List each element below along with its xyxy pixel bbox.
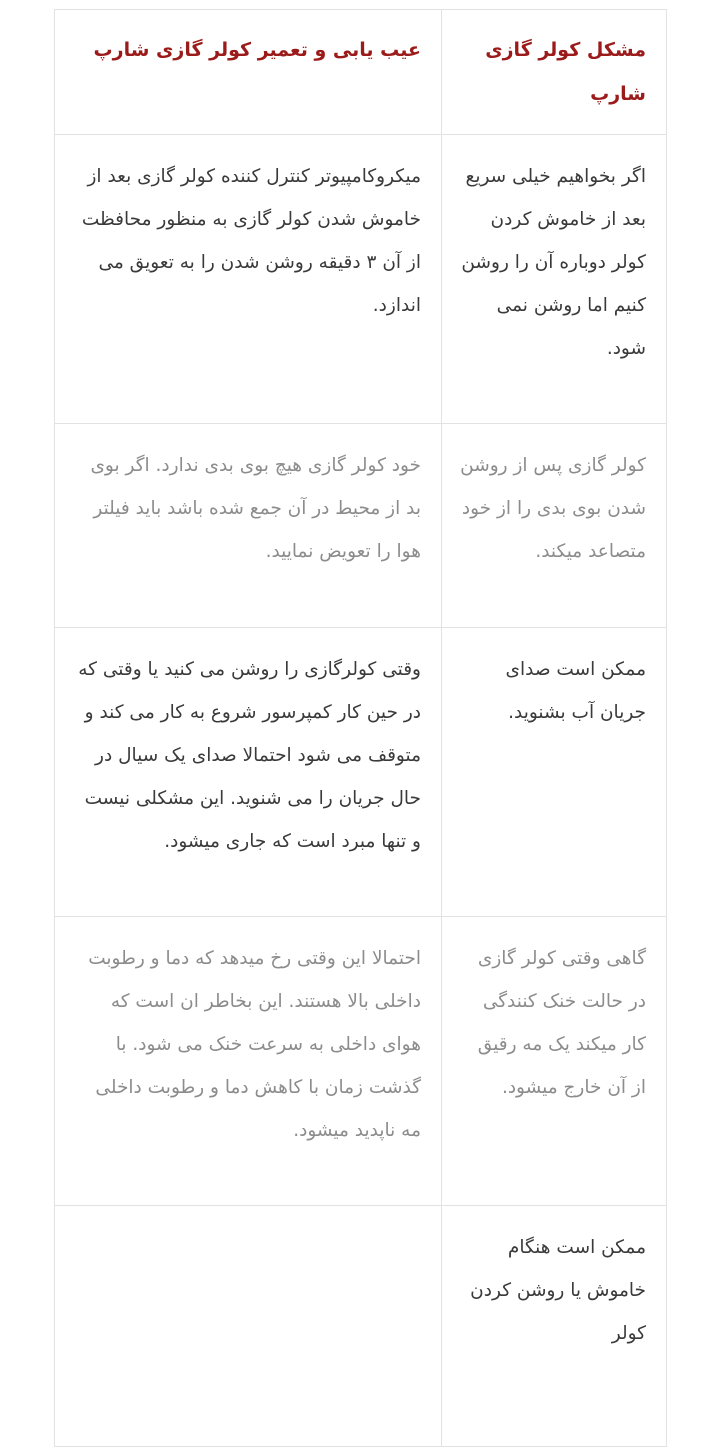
solution-cell [55, 1206, 442, 1447]
header-solution: عیب یابی و تعمیر کولر گازی شارپ [55, 10, 442, 135]
solution-cell: احتمالا این وقتی رخ میدهد که دما و رطوبت داخلی بالا هستند. این بخاطر ان است که هوای داخلی به سرعت خنک می شود. با گذشت زمان با کاهش دما و رطوبت داخلی مه ناپدید میشود. [55, 917, 442, 1206]
solution-cell: میکروکامپیوتر کنترل کننده کولر گازی بعد از خاموش شدن کولر گازی به منظور محافظت از آن ۳ دقیقه روشن شدن را به تعویق می اندازد. [55, 135, 442, 424]
problem-cell: ممکن است صدای جریان آب بشنوید. [442, 628, 667, 917]
problem-cell: اگر بخواهیم خیلی سریع بعد از خاموش کردن کولر دوباره آن را روشن کنیم اما روشن نمی شود. [442, 135, 667, 424]
troubleshooting-table-container [54, 9, 666, 1447]
solution-cell: وقتی کولرگازی را روشن می کنید یا وقتی که در حین کار کمپرسور شروع به کار می کند و متوقف می شود احتمالا صدای یک سیال در حال جریان را می شنوید. این مشکلی نیست و تنها مبرد است که جاری میشود. [55, 628, 442, 917]
problem-cell: کولر گازی پس از روشن شدن بوی بدی را از خود متصاعد میکند. [442, 424, 667, 628]
problem-cell: گاهی وقتی کولر گازی در حالت خنک کنندگی کار میکند یک مه رقیق از آن خارج میشود. [442, 917, 667, 1206]
solution-cell: خود کولر گازی هیچ بوی بدی ندارد. اگر بوی بد از محیط در آن جمع شده باشد باید فیلتر هوا را تعویض نمایید. [55, 424, 442, 628]
table-row [55, 424, 667, 628]
table-row [55, 1206, 667, 1447]
header-problem: مشکل کولر گازی شارپ [442, 10, 667, 135]
table-row [55, 917, 667, 1206]
table-row [55, 628, 667, 917]
table-row [55, 135, 667, 424]
table-header-row [55, 10, 667, 135]
troubleshooting-table [54, 9, 667, 1447]
problem-cell: ممکن است هنگام خاموش یا روشن کردن کولر [442, 1206, 667, 1447]
